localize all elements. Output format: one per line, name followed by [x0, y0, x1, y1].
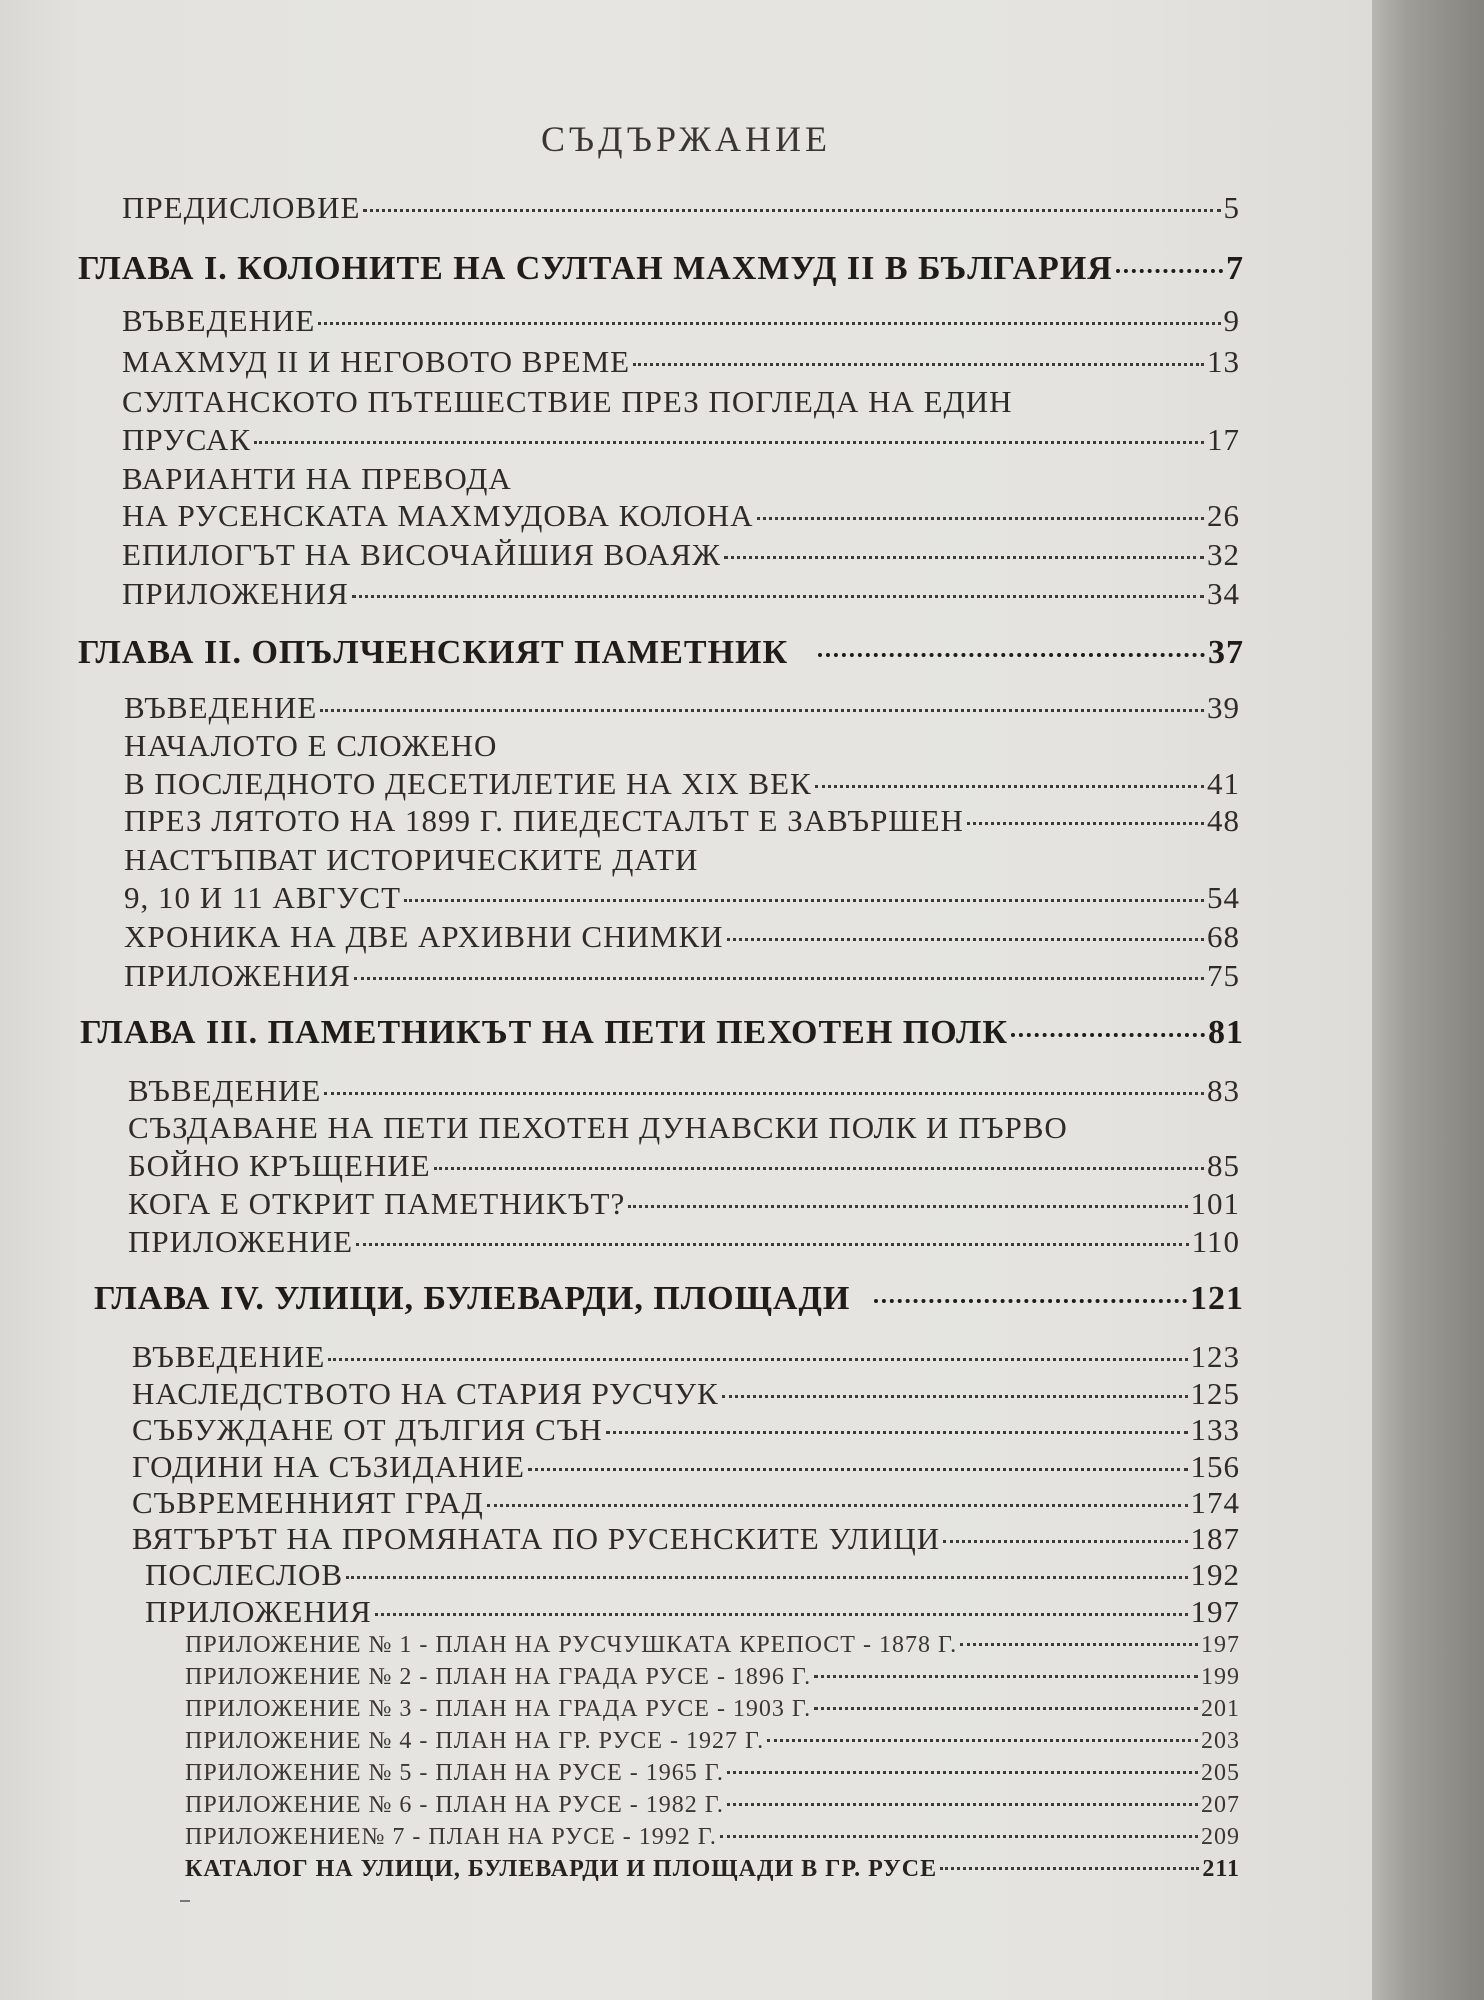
- toc-page: 125: [1190, 1376, 1240, 1411]
- toc-label: ПРИЛОЖЕНИЕ: [128, 1224, 354, 1259]
- toc-label: ПРЕЗ ЛЯТОТО НА 1899 Г. ПИЕДЕСТАЛЪТ Е ЗАВЪРШЕН: [124, 803, 964, 838]
- dot-leader: [346, 1576, 1187, 1579]
- toc-label: ЕПИЛОГЪТ НА ВИСОЧАЙШИЯ ВОАЯЖ: [122, 537, 721, 572]
- dot-leader: [724, 556, 1204, 559]
- dot-leader: [318, 322, 1220, 325]
- toc-entry: [124, 690, 1240, 726]
- dot-leader: [356, 1243, 1189, 1246]
- toc-page: 133: [1190, 1412, 1240, 1447]
- appendix-entry: [185, 1632, 1240, 1659]
- dot-leader: [727, 1803, 1198, 1806]
- toc-entry: [132, 1339, 1240, 1375]
- dot-leader: [324, 1092, 1204, 1095]
- chapter-heading: [78, 250, 1244, 288]
- dot-leader: [767, 1739, 1198, 1742]
- toc-label: ПРУСАК: [122, 422, 252, 457]
- toc-page: 110: [1191, 1224, 1240, 1259]
- toc-label: СЪБУЖДАНЕ ОТ ДЪЛГИЯ СЪН: [132, 1412, 603, 1447]
- toc-label: В ПОСЛЕДНОТО ДЕСЕТИЛЕТИЕ НА XIX ВЕК: [124, 766, 812, 801]
- toc-entry: [122, 344, 1240, 380]
- dot-leader: [628, 1205, 1187, 1208]
- toc-entry: [128, 1186, 1240, 1222]
- page-title: СЪДЪРЖАНИЕ: [541, 119, 831, 159]
- toc-entry: [145, 1557, 1240, 1593]
- toc-page: 7: [1226, 250, 1244, 287]
- toc-page: 85: [1207, 1148, 1240, 1183]
- toc-entry: [124, 919, 1240, 955]
- toc-page: 26: [1207, 498, 1240, 533]
- dot-leader: [363, 209, 1220, 212]
- dot-leader: [940, 1867, 1199, 1870]
- toc-entry-line1: СУЛТАНСКОТО ПЪТЕШЕСТВИЕ ПРЕЗ ПОГЛЕДА НА ЕДИН: [122, 384, 1013, 419]
- toc-label: СЪВРЕМЕННИЯТ ГРАД: [132, 1485, 484, 1520]
- dot-leader: [633, 363, 1204, 366]
- toc-label: ГЛАВА I. КОЛОНИТЕ НА СУЛТАН МАХМУД II В БЪЛГАРИЯ: [78, 250, 1113, 287]
- appendix-entry: [185, 1856, 1240, 1883]
- toc-label: 9, 10 И 11 АВГУСТ: [124, 880, 402, 915]
- dot-leader: [818, 653, 1205, 657]
- book-page-edge: [1372, 0, 1484, 2000]
- dot-leader: [722, 1395, 1188, 1398]
- toc-page: 209: [1201, 1824, 1240, 1850]
- toc-page: 187: [1190, 1521, 1240, 1556]
- dot-leader: [815, 785, 1204, 788]
- toc-label: ГЛАВА IV. УЛИЦИ, БУЛЕВАРДИ, ПЛОЩАДИ: [94, 1280, 851, 1317]
- toc-page: 81: [1208, 1014, 1244, 1051]
- toc-label: ВЪВЕДЕНИЕ: [124, 690, 318, 725]
- toc-page: 41: [1207, 766, 1240, 801]
- dot-leader: [434, 1167, 1204, 1170]
- toc-label: КАТАЛОГ НА УЛИЦИ, БУЛЕВАРДИ И ПЛОЩАДИ В ГР. РУСЕ: [185, 1856, 938, 1882]
- dot-leader: [1011, 1033, 1205, 1037]
- toc-label: ГОДИНИ НА СЪЗИДАНИЕ: [132, 1449, 525, 1484]
- toc-page: 207: [1201, 1792, 1240, 1818]
- dot-leader: [606, 1431, 1188, 1434]
- toc-page: 54: [1207, 880, 1240, 915]
- toc-label: НАСЛЕДСТВОТО НА СТАРИЯ РУСЧУК: [132, 1376, 719, 1411]
- toc-page: 203: [1201, 1728, 1240, 1754]
- dot-leader: [757, 517, 1204, 520]
- toc-page: 174: [1190, 1485, 1240, 1520]
- toc-entry: [132, 1521, 1240, 1557]
- toc-entry-line1: НАЧАЛОТО Е СЛОЖЕНО: [124, 728, 498, 763]
- appendix-entry: [185, 1824, 1240, 1851]
- dot-leader: [375, 1613, 1188, 1616]
- toc-label: ВЪВЕДЕНИЕ: [128, 1073, 322, 1108]
- toc-label: НА РУСЕНСКАТА МАХМУДОВА КОЛОНА: [122, 498, 754, 533]
- toc-label: ПРИЛОЖЕНИЕ № 4 - ПЛАН НА ГР. РУСЕ - 1927 Г.: [185, 1728, 765, 1754]
- toc-entry: [128, 1148, 1240, 1184]
- toc-page: 101: [1190, 1186, 1240, 1221]
- toc-label: ВЪВЕДЕНИЕ: [132, 1339, 326, 1374]
- dot-leader: [967, 822, 1204, 825]
- toc-label: ПРИЛОЖЕНИЕ № 6 - ПЛАН НА РУСЕ - 1982 Г.: [185, 1792, 724, 1818]
- toc-page: 121: [1190, 1280, 1244, 1317]
- toc-entry: [128, 1073, 1240, 1109]
- dot-leader: [874, 1299, 1187, 1303]
- dot-leader: [487, 1504, 1188, 1507]
- dot-leader: [720, 1835, 1198, 1838]
- toc-page: 205: [1201, 1760, 1240, 1786]
- toc-page: 199: [1201, 1664, 1240, 1690]
- toc-page: 9: [1223, 303, 1240, 338]
- toc-page: 197: [1190, 1594, 1240, 1629]
- toc-label: ПОСЛЕСЛОВ: [145, 1557, 344, 1592]
- toc-page: 123: [1190, 1339, 1240, 1374]
- toc-page: 201: [1201, 1696, 1240, 1722]
- page-mark: [180, 1900, 190, 1902]
- dot-leader: [254, 441, 1204, 444]
- toc-page: 156: [1190, 1449, 1240, 1484]
- toc-entry: [124, 766, 1240, 802]
- toc-page: 48: [1207, 803, 1240, 838]
- toc-label: ПРИЛОЖЕНИЕ№ 7 - ПЛАН НА РУСЕ - 1992 Г.: [185, 1824, 717, 1850]
- toc-label: ПРИЛОЖЕНИЯ: [124, 958, 351, 993]
- dot-leader: [528, 1468, 1188, 1471]
- appendix-entry: [185, 1664, 1240, 1691]
- dot-leader: [727, 938, 1204, 941]
- toc-entry: [122, 303, 1240, 339]
- toc-entry: [132, 1485, 1240, 1521]
- toc-entry: [128, 1224, 1240, 1260]
- dot-leader: [320, 709, 1204, 712]
- toc-page: 39: [1207, 690, 1240, 725]
- toc-entry: [124, 880, 1240, 916]
- toc-entry: [132, 1376, 1240, 1412]
- chapter-heading: [80, 1014, 1244, 1052]
- dot-leader: [352, 595, 1204, 598]
- toc-page: 68: [1207, 919, 1240, 954]
- toc-label: ПРИЛОЖЕНИЕ № 1 - ПЛАН НА РУСЧУШКАТА КРЕПОСТ - 1878 Г.: [185, 1632, 958, 1658]
- toc-page: 17: [1207, 422, 1240, 457]
- toc-label: ПРЕДИСЛОВИЕ: [122, 190, 361, 225]
- dot-leader: [354, 977, 1204, 980]
- toc-entry-line1: ВАРИАНТИ НА ПРЕВОДА: [122, 461, 512, 496]
- toc-page: 75: [1207, 958, 1240, 993]
- toc-entry: [124, 958, 1240, 994]
- toc-label: ГЛАВА III. ПАМЕТНИКЪТ НА ПЕТИ ПЕХОТЕН ПОЛК: [80, 1014, 1008, 1051]
- toc-label: ГЛАВА II. ОПЪЛЧЕНСКИЯТ ПАМЕТНИК: [78, 634, 789, 671]
- toc-entry: [122, 576, 1240, 612]
- appendix-entry: [185, 1760, 1240, 1787]
- toc-page: 13: [1207, 344, 1240, 379]
- toc-label: ПРИЛОЖЕНИЕ № 2 - ПЛАН НА ГРАДА РУСЕ - 1896 Г.: [185, 1664, 812, 1690]
- toc-page: 5: [1223, 190, 1240, 225]
- dot-leader: [727, 1771, 1198, 1774]
- toc-page: 34: [1207, 576, 1240, 611]
- dot-leader: [328, 1358, 1187, 1361]
- toc-label: КОГА Е ОТКРИТ ПАМЕТНИКЪТ?: [128, 1186, 626, 1221]
- toc-label: ПРИЛОЖЕНИЕ № 5 - ПЛАН НА РУСЕ - 1965 Г.: [185, 1760, 724, 1786]
- toc-entry: [132, 1449, 1240, 1485]
- chapter-heading: [94, 1280, 1244, 1318]
- toc-page: 211: [1202, 1856, 1240, 1882]
- appendix-entry: [185, 1728, 1240, 1755]
- toc-entry: [122, 537, 1240, 573]
- toc-page: 197: [1201, 1632, 1240, 1658]
- dot-leader: [1116, 269, 1223, 273]
- dot-leader: [404, 899, 1204, 902]
- toc-entry-line1: СЪЗДАВАНЕ НА ПЕТИ ПЕХОТЕН ДУНАВСКИ ПОЛК И ПЪРВО: [128, 1110, 1068, 1145]
- dot-leader: [943, 1540, 1187, 1543]
- toc-label: ВЪВЕДЕНИЕ: [122, 303, 316, 338]
- toc-entry-foreword: [122, 190, 1240, 226]
- dot-leader: [960, 1643, 1198, 1646]
- toc-entry: [145, 1594, 1240, 1630]
- toc-label: БОЙНО КРЪЩЕНИЕ: [128, 1148, 431, 1183]
- chapter-heading: [78, 634, 1244, 672]
- toc-entry: [132, 1412, 1240, 1448]
- toc-label: МАХМУД II И НЕГОВОТО ВРЕМЕ: [122, 344, 631, 379]
- toc-entry: [124, 803, 1240, 839]
- dot-leader: [814, 1675, 1198, 1678]
- appendix-entry: [185, 1792, 1240, 1819]
- toc-label: ПРИЛОЖЕНИЯ: [122, 576, 349, 611]
- toc-entry-line1: НАСТЪПВАТ ИСТОРИЧЕСКИТЕ ДАТИ: [124, 842, 699, 877]
- toc-label: ХРОНИКА НА ДВЕ АРХИВНИ СНИМКИ: [124, 919, 724, 954]
- toc-page: 37: [1208, 634, 1244, 671]
- toc-label: ВЯТЪРЪТ НА ПРОМЯНАТА ПО РУСЕНСКИТЕ УЛИЦИ: [132, 1521, 941, 1556]
- appendix-entry: [185, 1696, 1240, 1723]
- toc-page: 32: [1207, 537, 1240, 572]
- toc-page: 83: [1207, 1073, 1240, 1108]
- dot-leader: [814, 1707, 1198, 1710]
- toc-label: ПРИЛОЖЕНИЕ № 3 - ПЛАН НА ГРАДА РУСЕ - 1903 Г.: [185, 1696, 812, 1722]
- toc-page: 192: [1190, 1557, 1240, 1592]
- toc-label: ПРИЛОЖЕНИЯ: [145, 1594, 372, 1629]
- toc-entry: [122, 422, 1240, 458]
- toc-entry: [122, 498, 1240, 534]
